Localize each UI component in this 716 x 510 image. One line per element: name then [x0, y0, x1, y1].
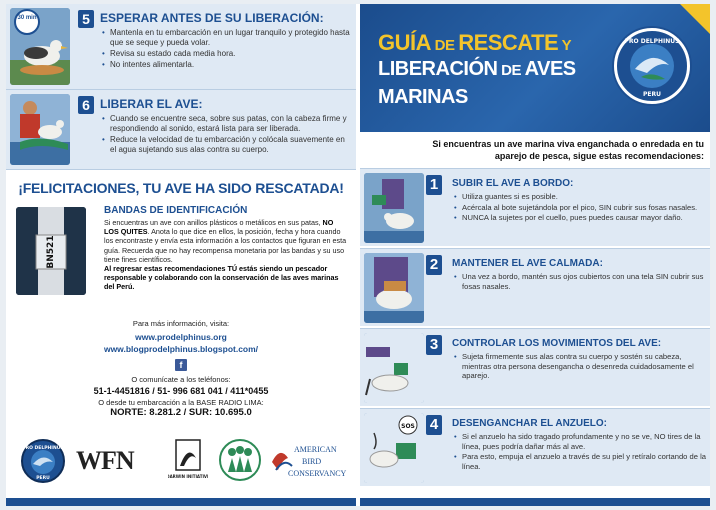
step-1: [360, 168, 710, 246]
title-word: DE: [431, 37, 459, 54]
bullet: • Mantenla en tu embarcación en un lugar tranquilo y protegido hasta que se seque y pueda volar.: [102, 28, 352, 48]
seal-text: PRO DELPHINUS: [624, 38, 680, 45]
sos-label: SOS: [401, 423, 415, 430]
info-label: Para más información, visita:: [132, 319, 230, 328]
facebook-icon[interactable]: f: [175, 359, 187, 371]
wfn-logo: WFN: [76, 446, 134, 475]
bullet: • Utiliza guantes si es posible.: [454, 192, 706, 202]
step-bullets: [102, 114, 352, 156]
band-code: BN521: [46, 235, 56, 269]
step-number: 3: [426, 335, 442, 355]
step-title: LIBERAR EL AVE:: [100, 97, 203, 111]
release-bird-illustration: [10, 94, 70, 165]
blog-link[interactable]: www.blogprodelphinus.blogspot.com/: [103, 344, 259, 354]
right-panel: [360, 4, 710, 506]
step-bullets: [454, 352, 706, 382]
title-word: DE: [497, 62, 525, 79]
pro-delphinus-logo: [20, 438, 66, 489]
hold-wings-illustration: [364, 333, 424, 403]
step-title: CONTROLAR LOS MOVIMIENTOS DEL AVE:: [452, 338, 662, 349]
phone-numbers: 51-1-4451816 / 51- 996 681 041 / 411*0455: [93, 386, 269, 396]
contact-info: [6, 319, 356, 418]
step-bullets: [102, 28, 352, 71]
step-bullets: [454, 272, 706, 292]
pro-delphinus-seal: [614, 28, 690, 104]
logo-text: DARWIN INITIATIVE: [168, 474, 208, 479]
footer-bar: [6, 498, 356, 506]
american-bird-conservancy-logo: [268, 440, 352, 489]
bullet: • Una vez a bordo, mantén sus ojos cubiertos con una tela SIN cubrir sus fosas nasales.: [454, 272, 706, 291]
step-4: [360, 408, 710, 486]
leg-band-photo: [16, 207, 86, 295]
bullet: • No intentes alimentarla.: [102, 60, 352, 70]
step-3: [360, 328, 710, 406]
step-title: SUBIR EL AVE A BORDO:: [452, 178, 574, 189]
step-title: DESENGANCHAR EL ANZUELO:: [452, 418, 608, 429]
band-responsible-text: Al regresar estas recomendaciones TÚ estás siendo un pescador responsable y colaborando con la conservación de las aves marinas del Perú.: [104, 264, 339, 292]
step-number: 2: [426, 255, 442, 275]
title-word: Y: [558, 37, 572, 54]
logo-text: PRO DELPHINUS: [22, 446, 64, 451]
step-title: MANTENER EL AVE CALMADA:: [452, 258, 603, 269]
step-bullets: [454, 192, 706, 224]
brochure: [6, 4, 710, 506]
step-number: 1: [426, 175, 442, 195]
congrats-heading: ¡FELICITACIONES, TU AVE HA SIDO RESCATADA!: [6, 175, 356, 201]
title-line-2: [378, 58, 576, 81]
title-line-1: [378, 30, 571, 56]
bullet: • Cuando se encuentre seca, sobre sus patas, con la cabeza firme y respondiendo al sonido, estará lista para ser liberada.: [102, 114, 352, 134]
title-word: AVES: [524, 58, 576, 80]
time-badge: 30 min: [14, 9, 40, 35]
band-warning: NO LOS QUITES: [104, 218, 334, 237]
step-bullets: [454, 432, 706, 472]
intro-text: Si encuentras un ave marina viva enganchada o enredada en tu aparejo de pesca, sigue estas recomendaciones:: [432, 139, 704, 161]
step-title: ESPERAR ANTES DE SU LIBERACIÓN:: [100, 11, 324, 25]
title-word: LIBERACIÓN: [378, 58, 498, 80]
logo-text: AMERICAN: [294, 445, 337, 454]
bullet: • Si el anzuelo ha sido tragado profundamente y no se ve, NO tires de la línea, pues podría dañar más al ave.: [454, 432, 706, 451]
phone-label: O comunícate a los teléfonos:: [131, 375, 231, 384]
bird-aboard-illustration: [364, 173, 424, 243]
partner-logos: [6, 432, 356, 494]
step-5: [6, 4, 356, 90]
bullet: • Revisa su estado cada media hora.: [102, 49, 352, 59]
radio-frequencies: NORTE: 8.281.2 / SUR: 10.695.0: [110, 407, 252, 418]
step-2: [360, 248, 710, 326]
unhook-illustration: [364, 413, 424, 483]
step-number: 5: [78, 10, 94, 28]
bullet: • Reduce la velocidad de tu embarcación y colócala suavemente en el agua sujetando sus alas contra su cuerpo.: [102, 135, 352, 155]
title-word: RESCATE: [458, 30, 559, 55]
footer-bar: [360, 498, 710, 506]
title-word: GUÍA: [378, 30, 431, 55]
radio-label: O desde tu embarcación a la BASE RADIO LIMA:: [98, 398, 264, 407]
logo-text: CONSERVANCY: [288, 469, 347, 478]
step-number: 6: [78, 96, 94, 114]
logo-text: BIRD: [302, 457, 322, 466]
website-link[interactable]: www.prodelphinus.org: [135, 332, 227, 342]
bullet: • Sujeta firmemente sus alas contra su cuerpo y sostén su cabeza, mientras otra persona desengancha o desenreda cuidadosamente el aparejo.: [454, 352, 706, 381]
calm-bird-illustration: [364, 253, 424, 323]
step-6: [6, 90, 356, 170]
bullet: • Para esto, empuja el anzuelo a través de su piel y retíralo cortando de la línea.: [454, 452, 706, 471]
logo-text: PERU: [36, 476, 50, 481]
bullet: • Acércala al bote sujetándola por el pico, SIN cubrir sus fosas nasales.: [454, 203, 706, 213]
darwin-initiative-logo: [168, 438, 208, 486]
band-title: BANDAS DE IDENTIFICACIÓN: [104, 205, 248, 216]
corner-accent: [680, 4, 710, 34]
title-line-3: MARINAS: [378, 86, 468, 108]
seal-text: PERU: [643, 91, 661, 98]
step-number: 4: [426, 415, 442, 435]
cover-banner: [360, 4, 710, 132]
band-text: [104, 218, 350, 292]
left-panel: [6, 4, 356, 506]
bullet: • NUNCA la sujetes por el cuello, pues puedes causar mayor daño.: [454, 213, 706, 223]
green-people-logo: [218, 438, 262, 487]
band-text-part: . Anota lo que dice en ellos, la posición, fecha y hora cuando los encontraste y envía esta información a los contactos que figuran en esta guía. Recuerda que no hay recompensa monetaria por las bandas y su uso tiene fines científicos.: [104, 227, 347, 264]
band-text-part: Si encuentras un ave con anillos plásticos o metálicos en sus patas,: [104, 218, 321, 227]
